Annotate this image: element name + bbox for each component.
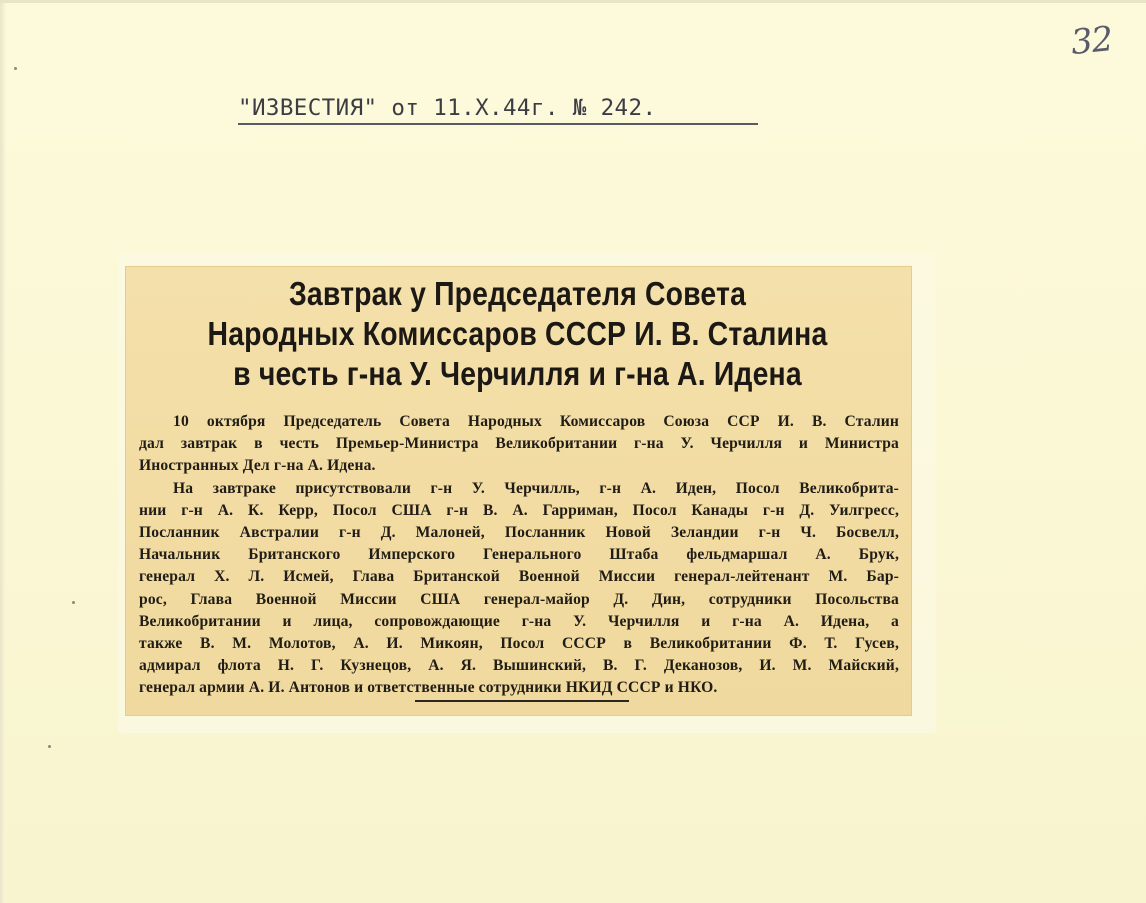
headline-line-3: в честь г-на У. Черчилля и г-на А. Идена (233, 355, 802, 392)
article-end-rule (415, 700, 629, 702)
newspaper-clipping (125, 266, 912, 716)
typed-source-header: "ИЗВЕСТИЯ" от 11.X.44г. № 242. (238, 95, 758, 125)
article-line: также В. М. Молотов, А. И. Микоян, Посол СССР в Великобритании Ф. Т. Гусев, (139, 635, 899, 653)
paper-speck (14, 67, 17, 70)
article-line: Начальник Британского Имперского Генерального Штаба фельдмаршал А. Брук, (139, 546, 899, 564)
article-line: дал завтрак в честь Премьер-Министра Великобритании г-на У. Черчилля и Министра (139, 435, 899, 453)
paper-speck (48, 745, 51, 748)
article-line: рос, Глава Военной Миссии США генерал-майор Д. Дин, сотрудники Посольства (139, 590, 899, 608)
paper-speck (72, 601, 75, 604)
article-line: 10 октября Председатель Совета Народных Комиссаров Союза ССР И. В. Сталин (173, 413, 899, 430)
clipping-headline (192, 274, 843, 394)
article-line: генерал Х. Л. Исмей, Глава Британской Военной Миссии генерал-лейтенант М. Бар- (139, 568, 899, 586)
clipping-article-body (139, 411, 899, 700)
article-line: Посланник Австралии г-н Д. Малоней, Посланник Новой Зеландии г-н Ч. Босвелл, (139, 524, 899, 542)
article-line: адмирал флота Н. Г. Кузнецов, А. Я. Вышинский, В. Г. Деканозов, И. М. Майский, (139, 657, 899, 675)
article-line: Великобритании и лица, сопровождающие г-на У. Черчилля и г-на А. Идена, а (139, 612, 899, 630)
article-line: генерал армии А. И. Антонов и ответственные сотрудники НКИД СССР и НКО. (139, 679, 718, 697)
article-line: нии г-н А. К. Керр, Посол США г-н В. А. Гарриман, Посол Канады г-н Д. Уилгресс, (139, 501, 899, 519)
headline-line-2: Народных Комиссаров СССР И. В. Сталина (207, 315, 828, 352)
article-line: На завтраке присутствовали г-н У. Черчилль, г-н А. Иден, Посол Великобрита- (173, 479, 899, 497)
article-line: Иностранных Дел г-на А. Идена. (139, 457, 376, 475)
headline-line-1: Завтрак у Председателя Совета (288, 275, 747, 312)
sheet-edge (0, 3, 6, 903)
handwritten-page-number: 32 (1068, 18, 1114, 64)
